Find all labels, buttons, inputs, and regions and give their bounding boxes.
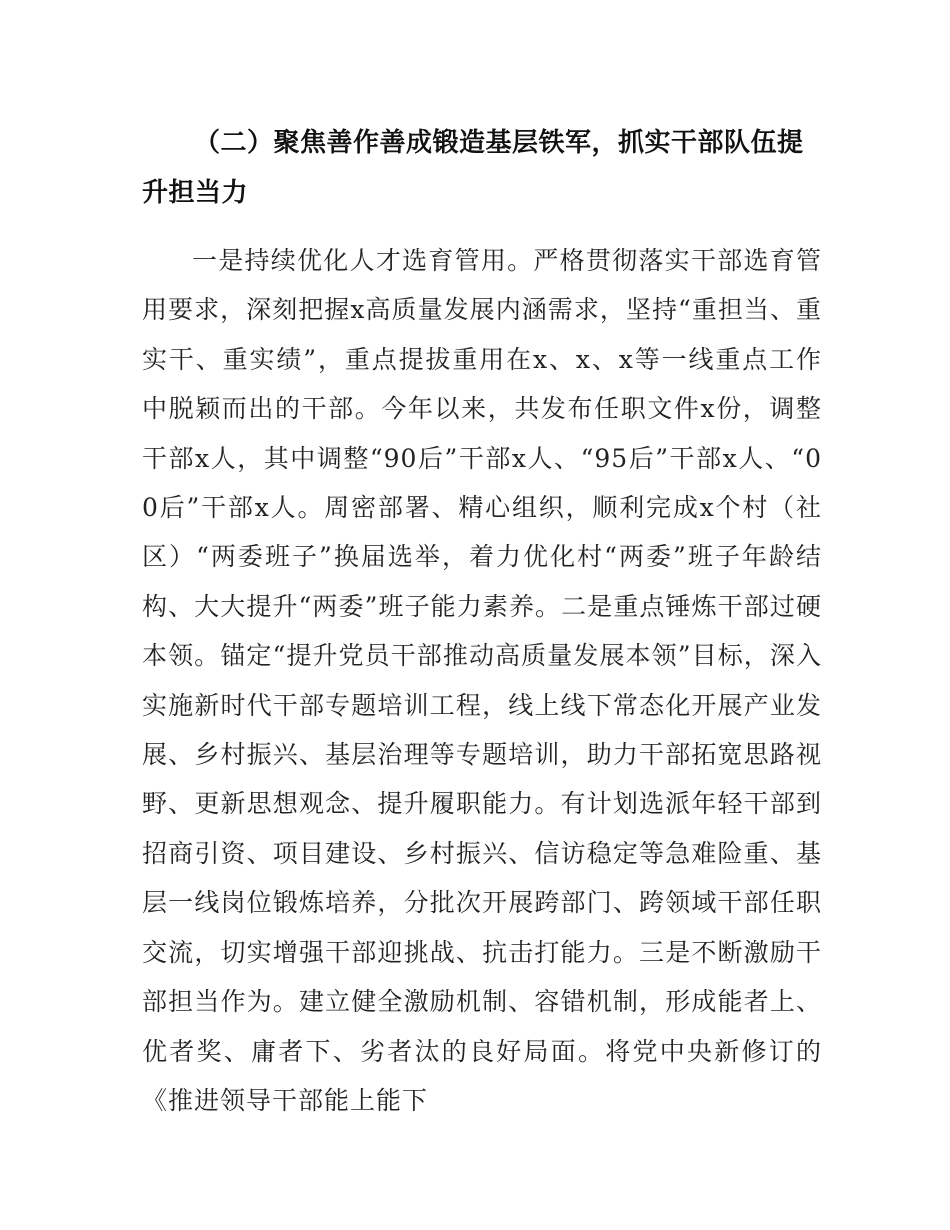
body-paragraph: 一是持续优化人才选育管用。严格贯彻落实干部选育管用要求，深刻把握x高质量发展内涵需求，坚持“重担当、重实干、重实绩”，重点提拔重用在x、x、x等一线重点工作中脱颖而出的干部。今年以来，共发布任职文件x份，调整干部x人，其中调整“90后”干部x人、“95后”干部x人、“00后”干部x人。周密部署、精心组织，顺利完成x个村（社区）“两委班子”换届选举，着力优化村“两委”班子年龄结构、大大提升“两委”班子能力素养。二是重点锤炼干部过硬本领。锚定“提升党员干部推动高质量发展本领”目标，深入实施新时代干部专题培训工程，线上线下常态化开展产业发展、乡村振兴、基层治理等专题培训，助力干部拓宽思路视野、更新思想观念、提升履职能力。有计划选派年轻干部到招商引资、项目建设、乡村振兴、信访稳定等急难险重、基层一线岗位锻炼培养，分批次开展跨部门、跨领域干部任职交流，切实增强干部迎挑战、抗击打能力。三是不断激励干部担当作为。建立健全激励机制、容错机制，形成能者上、优者奖、庸者下、劣者汰的良好局面。将党中央新修订的《推进领导干部能上能下 (142, 246, 822, 1115)
section-heading: （二）聚焦善作善成锻造基层铁军，抓实干部队伍提升担当力 (142, 128, 804, 208)
